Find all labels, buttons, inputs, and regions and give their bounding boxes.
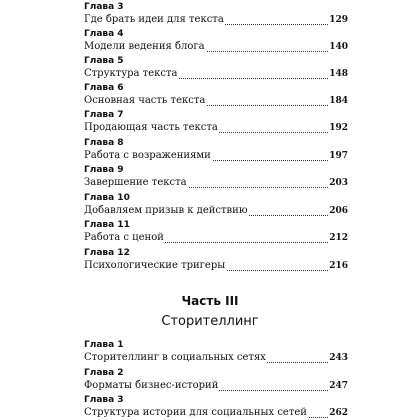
toc-entry	[84, 165, 348, 190]
toc-row	[84, 13, 348, 27]
page-number: 148	[329, 69, 348, 79]
part-title: Сторителлинг	[161, 314, 259, 329]
toc-row	[84, 40, 348, 54]
chapter-title: Сторителлинг в социальных сетях	[84, 352, 266, 363]
chapter-title: Форматы бизнес-историй	[84, 380, 219, 391]
chapter-title: Завершение текста	[84, 177, 187, 188]
page-number: 192	[329, 123, 348, 133]
toc-row	[84, 231, 348, 245]
toc-entry	[84, 29, 348, 54]
chapter-title: Психологические тригеры	[84, 260, 226, 271]
toc-entry	[84, 340, 348, 365]
page-number: 243	[329, 353, 348, 363]
chapter-title: Структура истории для социальных сетей	[84, 407, 307, 418]
toc-row	[84, 94, 348, 108]
chapter-number: Глава 12	[84, 248, 130, 258]
toc-entry	[84, 138, 348, 163]
chapter-number: Глава 3	[84, 2, 124, 12]
chapter-number: Глава 7	[84, 110, 124, 120]
chapter-number: Глава 5	[84, 56, 124, 66]
chapter-number: Глава 2	[84, 368, 124, 378]
toc-entry	[84, 83, 348, 108]
toc-entry	[84, 395, 348, 420]
toc-row	[84, 259, 348, 273]
page-number: 262	[329, 408, 348, 418]
chapter-number: Глава 8	[84, 138, 124, 148]
toc-row	[84, 351, 348, 365]
chapter-number: Глава 11	[84, 220, 130, 230]
toc-entry	[84, 368, 348, 393]
chapter-title: Работа с ценой	[84, 232, 164, 243]
toc-entry	[84, 248, 348, 273]
toc-row	[84, 121, 348, 135]
page-number: 247	[329, 381, 348, 391]
chapter-number: Глава 1	[84, 340, 124, 350]
toc-entry	[84, 220, 348, 245]
chapter-title: Структура текста	[84, 68, 178, 79]
chapter-title: Работа с возражениями	[84, 150, 211, 161]
toc-entry	[84, 2, 348, 27]
toc-row	[84, 149, 348, 163]
chapter-title: Продающая часть текста	[84, 122, 218, 133]
chapter-title: Добавляем призыв к действию	[84, 205, 248, 216]
page-number: 206	[329, 206, 348, 216]
toc-row	[84, 406, 348, 420]
page-number: 212	[329, 233, 348, 243]
toc-entry	[84, 56, 348, 81]
page-number: 140	[329, 42, 348, 52]
toc-row	[84, 379, 348, 393]
toc-row	[84, 204, 348, 218]
toc-entry	[84, 110, 348, 135]
page-number: 129	[329, 15, 348, 25]
chapter-number: Глава 10	[84, 193, 130, 203]
chapter-number: Глава 6	[84, 83, 124, 93]
page-number: 216	[329, 261, 348, 271]
toc-row	[84, 176, 348, 190]
part-number: Часть III	[181, 294, 239, 308]
page-number: 203	[329, 178, 348, 188]
toc-row	[84, 67, 348, 81]
page-number: 197	[329, 151, 348, 161]
chapter-title: Где брать идеи для текста	[84, 14, 224, 25]
chapter-number: Глава 9	[84, 165, 124, 175]
chapter-title: Основная часть текста	[84, 95, 206, 106]
chapter-number: Глава 4	[84, 29, 124, 39]
page-number: 184	[329, 96, 348, 106]
chapter-title: Модели ведения блога	[84, 41, 205, 52]
chapter-number: Глава 3	[84, 395, 124, 405]
toc-entry	[84, 193, 348, 218]
